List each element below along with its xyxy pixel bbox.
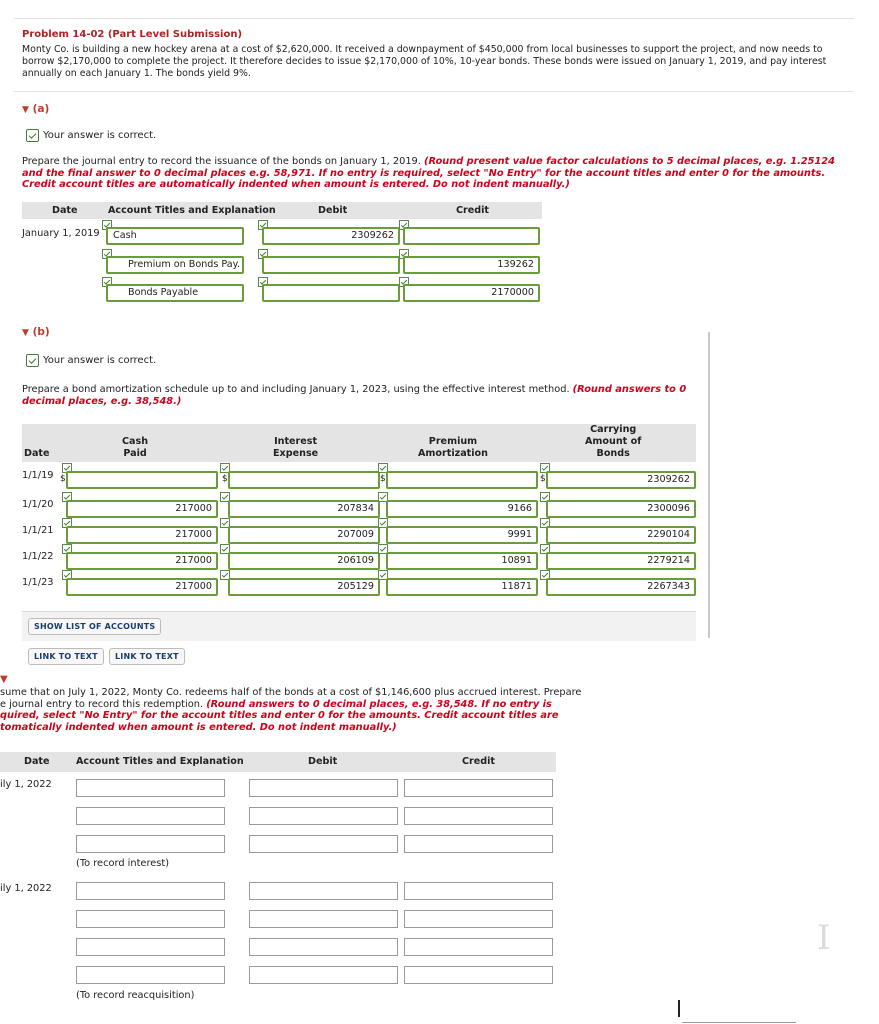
- account-input[interactable]: [76, 779, 225, 797]
- carrying-input[interactable]: 2300096: [546, 500, 696, 518]
- credit-input[interactable]: [404, 835, 553, 853]
- note-record-reacquisition: (To record reacquisition): [76, 990, 195, 1001]
- link-to-text-button-2[interactable]: LINK TO TEXT: [109, 648, 185, 665]
- carrying-input[interactable]: 2309262: [546, 471, 696, 489]
- part-a-instructions: Prepare the journal entry to record the issuance of the bonds on January 1, 2019. (Round present value factor calculations to 5 decimal places, e.g. 1.25124 and the final answer to 0 decimal places e.g. 58,971. If no entry is required, select "No Entry" for the account titles and enter 0 for the amounts. Credit account titles are automatically indented when amount is entered. Do not indent manually.): [22, 156, 835, 190]
- triangle-down-icon: ▼: [22, 328, 29, 338]
- credit-input[interactable]: [404, 910, 553, 928]
- schedule-date: 1/1/21: [22, 525, 54, 536]
- note-record-interest: (To record interest): [76, 858, 170, 869]
- cash-input[interactable]: 217000: [66, 552, 218, 570]
- dollar-sign: $: [540, 474, 546, 484]
- part-b-table-header: Date Cash Paid Interest Expense Premium Amortization Carrying Amount of Bonds: [22, 424, 696, 462]
- premium-input[interactable]: 9991: [386, 526, 538, 544]
- schedule-date: 1/1/23: [22, 577, 54, 588]
- debit-input[interactable]: [249, 779, 398, 797]
- part-c-date-1: ily 1, 2022: [0, 779, 52, 790]
- schedule-date: 1/1/19: [22, 470, 54, 481]
- dollar-sign: $: [380, 474, 386, 484]
- part-a-table-header: Date Account Titles and Explanation Debit Credit: [22, 202, 542, 219]
- divider: [682, 1022, 796, 1023]
- schedule-date: 1/1/22: [22, 551, 54, 562]
- interest-input[interactable]: 207834: [228, 500, 380, 518]
- cash-input[interactable]: 217000: [66, 578, 218, 596]
- credit-input[interactable]: [404, 779, 553, 797]
- account-input[interactable]: [76, 910, 225, 928]
- debit-input[interactable]: [249, 910, 398, 928]
- cash-input[interactable]: 217000: [66, 500, 218, 518]
- credit-input[interactable]: 2170000: [403, 284, 540, 302]
- caret-icon: [678, 1000, 680, 1017]
- account-input[interactable]: Cash: [106, 227, 244, 245]
- debit-input[interactable]: 2309262: [262, 227, 400, 245]
- debit-input[interactable]: [249, 938, 398, 956]
- credit-input[interactable]: [404, 966, 553, 984]
- part-c-toggle[interactable]: ▼: [0, 674, 8, 685]
- account-input[interactable]: [76, 938, 225, 956]
- account-input[interactable]: [76, 835, 225, 853]
- interest-input[interactable]: [228, 471, 380, 489]
- account-input[interactable]: [76, 882, 225, 900]
- problem-text: Monty Co. is building a new hockey arena at a cost of $2,620,000. It received a downpayment of $450,000 from local businesses to support the project, and now needs to borrow $2,170,000 to complete the project. It therefore decides to issue $2,170,000 of 10%, 10-year bonds. These bonds were issued on January 1, 2019, and pay interest annually on each January 1. The bonds yield 9%.: [22, 44, 827, 79]
- interest-input[interactable]: 205129: [228, 578, 380, 596]
- text-cursor-icon: I: [817, 918, 831, 958]
- premium-input[interactable]: [386, 471, 538, 489]
- debit-input[interactable]: [249, 807, 398, 825]
- interest-input[interactable]: 206109: [228, 552, 380, 570]
- part-b-instructions: Prepare a bond amortization schedule up to and including January 1, 2023, using the effective interest method. (Round answers to 0 decimal places, e.g. 38,548.): [22, 384, 687, 407]
- triangle-down-icon: ▼: [22, 105, 29, 115]
- check-icon: [26, 354, 39, 367]
- premium-input[interactable]: 11871: [386, 578, 538, 596]
- account-input[interactable]: [76, 966, 225, 984]
- credit-input[interactable]: [404, 882, 553, 900]
- debit-input[interactable]: [262, 256, 400, 274]
- credit-input[interactable]: [403, 227, 540, 245]
- debit-input[interactable]: [262, 284, 400, 302]
- credit-input[interactable]: 139262: [403, 256, 540, 274]
- account-input[interactable]: [76, 807, 225, 825]
- credit-input[interactable]: [404, 807, 553, 825]
- premium-input[interactable]: 10891: [386, 552, 538, 570]
- debit-input[interactable]: [249, 882, 398, 900]
- part-b-toggle[interactable]: ▼ (b): [22, 326, 50, 338]
- debit-input[interactable]: [249, 835, 398, 853]
- part-a-toggle[interactable]: ▼ (a): [22, 103, 50, 115]
- scrollbar[interactable]: [708, 332, 710, 638]
- interest-input[interactable]: 207009: [228, 526, 380, 544]
- check-icon: [26, 129, 39, 142]
- carrying-input[interactable]: 2267343: [546, 578, 696, 596]
- account-input[interactable]: Premium on Bonds Pay.: [106, 256, 244, 274]
- part-c-date-2: ily 1, 2022: [0, 883, 52, 894]
- show-list-button[interactable]: SHOW LIST OF ACCOUNTS: [28, 618, 161, 635]
- part-b-status: Your answer is correct.: [26, 354, 156, 367]
- account-input[interactable]: Bonds Payable: [106, 284, 244, 302]
- cash-input[interactable]: 217000: [66, 526, 218, 544]
- carrying-input[interactable]: 2290104: [546, 526, 696, 544]
- credit-input[interactable]: [404, 938, 553, 956]
- link-to-text-button[interactable]: LINK TO TEXT: [28, 648, 104, 665]
- dollar-sign: $: [60, 474, 66, 484]
- part-c-instructions: sume that on July 1, 2022, Monty Co. redeems half of the bonds at a cost of $1,146,600 plus accrued interest. Prepare e journal entry to record this redemption. (Round answers to 0 decimal places, e.g. 38,548. If no entry is quired, select "No Entry" for the account titles and enter 0 for the amounts. Credit account titles are tomatically indented when amount is entered. Do not indent manually.): [0, 687, 582, 733]
- part-a-status: Your answer is correct.: [26, 129, 156, 142]
- schedule-date: 1/1/20: [22, 499, 54, 510]
- debit-input[interactable]: [249, 966, 398, 984]
- cash-input[interactable]: [66, 471, 218, 489]
- dollar-sign: $: [222, 474, 228, 484]
- carrying-input[interactable]: 2279214: [546, 552, 696, 570]
- problem-title: Problem 14-02 (Part Level Submission): [22, 29, 243, 40]
- part-a-date: January 1, 2019: [22, 228, 100, 239]
- premium-input[interactable]: 9166: [386, 500, 538, 518]
- part-c-table-header: Date Account Titles and Explanation Debit Credit: [0, 752, 556, 772]
